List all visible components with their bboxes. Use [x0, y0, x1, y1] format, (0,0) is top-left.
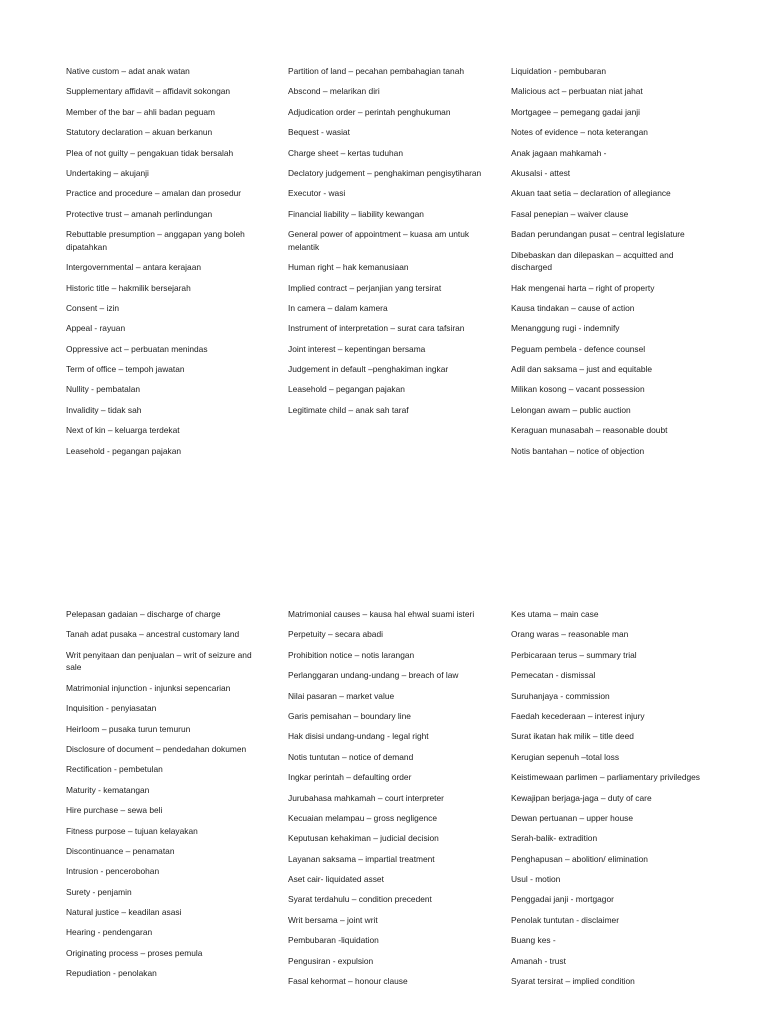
glossary-entry: Supplementary affidavit – affidavit sokongan — [66, 86, 231, 97]
glossary-entry: Joint interest – kepentingan bersama — [288, 343, 426, 354]
bottom-glossary-column-1 — [66, 608, 262, 988]
glossary-entry: Consent – izin — [66, 302, 120, 313]
glossary-entry: Executor - wasi — [288, 188, 346, 199]
glossary-entry: Fasal penepian – waiver clause — [511, 208, 629, 219]
glossary-entry: Perlanggaran undang-undang – breach of law — [288, 670, 459, 681]
glossary-entry: Hire purchase – sewa beli — [66, 805, 163, 816]
glossary-entry: Surat ikatan hak milik – title deed — [511, 731, 634, 742]
glossary-entry: Milikan kosong – vacant possession — [511, 384, 645, 395]
glossary-entry: Keistimewaan parlimen – parliamentary priviledges — [511, 772, 700, 783]
glossary-entry: Fitness purpose – tujuan kelayakan — [66, 825, 198, 836]
glossary-entry: Kewajipan berjaga-jaga – duty of care — [511, 792, 652, 803]
glossary-entry: Intrusion - pencerobohan — [66, 866, 160, 877]
glossary-entry: In camera – dalam kamera — [288, 302, 388, 313]
glossary-entry: Maturity - kematangan — [66, 784, 150, 795]
glossary-entry: Rectification - pembetulan — [66, 764, 163, 775]
glossary-entry: Garis pemisahan – boundary line — [288, 710, 411, 721]
glossary-entry: Penghapusan – abolition/ elimination — [511, 853, 648, 864]
glossary-entry: Serah-balik- extradition — [511, 833, 598, 844]
glossary-entry: Hak disisi undang-undang - legal right — [288, 731, 429, 742]
glossary-entry: Ingkar perintah – defaulting order — [288, 772, 412, 783]
glossary-entry: Surety - penjamin — [66, 886, 132, 897]
glossary-entry: Usul - motion — [511, 874, 561, 885]
glossary-entry: Dewan pertuanan – upper house — [511, 812, 633, 823]
glossary-entry: Implied contract – perjanjian yang tersirat — [288, 282, 442, 293]
glossary-entry: Adjudication order – perintah penghukuman — [288, 106, 451, 117]
glossary-entry: Inquisition - penyiasatan — [66, 703, 157, 714]
glossary-entry: Declatory judgement – penghakiman pengisytiharan — [288, 167, 482, 178]
glossary-entry: Bequest - wasiat — [288, 127, 350, 138]
glossary-entry: Undertaking – akujanji — [66, 167, 149, 178]
glossary-entry: Human right – hak kemanusiaan — [288, 262, 409, 273]
glossary-entry: Faedah kecederaan – interest injury — [511, 710, 645, 721]
glossary-entry: Jurubahasa mahkamah – court interpreter — [288, 792, 444, 803]
glossary-entry: Notis bantahan – notice of objection — [511, 445, 645, 456]
top-glossary-column-3 — [511, 65, 707, 465]
glossary-entry: Discontinuance – penamatan — [66, 845, 175, 856]
glossary-entry: Buang kes - — [511, 935, 556, 946]
glossary-entry: Historic title – hakmilik bersejarah — [66, 282, 191, 293]
glossary-entry: Plea of not guilty – pengakuan tidak bersalah — [66, 147, 234, 158]
glossary-entry: Disclosure of document – pendedahan dokumen — [66, 743, 247, 754]
glossary-entry: Pengusiran - expulsion — [288, 955, 374, 966]
glossary-entry: Judgement in default –penghakiman ingkar — [288, 364, 449, 375]
glossary-entry: Writ penyitaan dan penjualan – writ of seizure and sale — [66, 649, 252, 673]
bottom-glossary-column-2 — [288, 608, 484, 995]
glossary-entry: Legitimate child – anak sah taraf — [288, 404, 409, 415]
glossary-entry: Syarat terdahulu – condition precedent — [288, 894, 432, 905]
glossary-entry: Nilai pasaran – market value — [288, 690, 395, 701]
glossary-entry: Notis tuntutan – notice of demand — [288, 751, 414, 762]
glossary-entry: Anak jagaan mahkamah - — [511, 147, 607, 158]
glossary-entry: Mortgagee – pemegang gadai janji — [511, 106, 640, 117]
glossary-entry: Fasal kehormat – honour clause — [288, 976, 408, 987]
glossary-entry: Akusalsi - attest — [511, 167, 571, 178]
glossary-entry: Invalidity – tidak sah — [66, 404, 142, 415]
glossary-entry: Adil dan saksama – just and equitable — [511, 364, 653, 375]
glossary-entry: Suruhanjaya - commission — [511, 690, 610, 701]
glossary-entry: Statutory declaration – akuan berkanun — [66, 127, 213, 138]
glossary-entry: General power of appointment – kuasa am untuk melantik — [288, 229, 470, 252]
glossary-entry: Oppressive act – perbuatan menindas — [66, 343, 208, 354]
glossary-entry: Keputusan kehakiman – judicial decision — [288, 833, 439, 844]
glossary-entry: Hak mengenai harta – right of property — [511, 282, 655, 293]
glossary-entry: Term of office – tempoh jawatan — [66, 364, 185, 375]
bottom-glossary-column-3 — [511, 608, 707, 995]
glossary-entry: Next of kin – keluarga terdekat — [66, 425, 180, 436]
glossary-entry: Protective trust – amanah perlindungan — [66, 208, 213, 219]
glossary-entry: Syarat tersirat – implied condition — [511, 976, 635, 987]
glossary-entry: Practice and procedure – amalan dan prosedur — [66, 188, 242, 199]
glossary-entry: Intergovernmental – antara kerajaan — [66, 262, 202, 273]
glossary-entry: Amanah - trust — [511, 955, 566, 966]
glossary-entry: Dibebaskan dan dilepaskan – acquitted and discharged — [511, 249, 674, 273]
glossary-entry: Heirloom – pusaka turun temurun — [66, 723, 191, 734]
glossary-entry: Member of the bar – ahli badan peguam — [66, 106, 215, 117]
glossary-entry: Pemecatan - dismissal — [511, 670, 596, 681]
glossary-entry: Abscond – melarikan diri — [288, 86, 380, 97]
glossary-entry: Akuan taat setia – declaration of allegiance — [511, 188, 671, 199]
glossary-entry: Pelepasan gadaian – discharge of charge — [66, 609, 221, 619]
glossary-entry: Orang waras – reasonable man — [511, 629, 629, 640]
glossary-entry: Native custom – adat anak watan — [66, 66, 190, 76]
top-glossary-column-1 — [66, 65, 262, 465]
glossary-entry: Malicious act – perbuatan niat jahat — [511, 86, 643, 97]
glossary-entry: Lelongan awam – public auction — [511, 404, 631, 415]
glossary-entry: Kerugian sepenuh –total loss — [511, 751, 620, 762]
glossary-entry: Kes utama – main case — [511, 609, 599, 619]
glossary-entry: Rebuttable presumption – anggapan yang boleh dipatahkan — [66, 229, 245, 252]
glossary-entry: Instrument of interpretation – surat cara tafsiran — [288, 323, 465, 334]
glossary-entry: Menanggung rugi - indemnify — [511, 323, 620, 334]
glossary-entry: Repudiation - penolakan — [66, 968, 157, 979]
glossary-entry: Matrimonial causes – kausa hal ehwal suami isteri — [288, 609, 475, 619]
glossary-entry: Hearing - pendengaran — [66, 927, 153, 938]
glossary-entry: Penggadai janji - mortgagor — [511, 894, 614, 905]
glossary-entry: Leasehold – pegangan pajakan — [288, 384, 405, 395]
glossary-entry: Appeal - rayuan — [66, 323, 126, 334]
glossary-entry: Aset cair- liquidated asset — [288, 874, 384, 885]
glossary-entry: Nullity - pembatalan — [66, 384, 141, 395]
glossary-entry: Financial liability – liability kewangan — [288, 208, 424, 219]
glossary-entry: Writ bersama – joint writ — [288, 914, 378, 925]
glossary-entry: Perpetuity – secara abadi — [288, 629, 383, 640]
glossary-entry: Charge sheet – kertas tuduhan — [288, 147, 404, 158]
top-glossary-column-2 — [288, 65, 484, 424]
glossary-entry: Natural justice – keadilan asasi — [66, 907, 182, 918]
glossary-entry: Tanah adat pusaka – ancestral customary land — [66, 629, 240, 640]
glossary-entry: Pembubaran -liquidation — [288, 935, 379, 946]
glossary-entry: Partition of land – pecahan pembahagian tanah — [288, 66, 465, 76]
glossary-entry: Originating process – proses pemula — [66, 947, 203, 958]
glossary-entry: Notes of evidence – nota keterangan — [511, 127, 648, 138]
glossary-entry: Penolak tuntutan - disclaimer — [511, 914, 619, 925]
glossary-entry: Layanan saksama – impartial treatment — [288, 853, 435, 864]
glossary-entry: Liquidation - pembubaran — [511, 66, 606, 76]
glossary-entry: Kausa tindakan – cause of action — [511, 302, 635, 313]
glossary-entry: Leasehold - pegangan pajakan — [66, 445, 182, 456]
glossary-entry: Keraguan munasabah – reasonable doubt — [511, 425, 668, 436]
glossary-entry: Kecuaian melampau – gross negligence — [288, 812, 437, 823]
glossary-entry: Peguam pembela - defence counsel — [511, 343, 646, 354]
glossary-entry: Badan perundangan pusat – central legislature — [511, 229, 685, 240]
glossary-entry: Matrimonial injunction - injunksi sepencarian — [66, 682, 231, 693]
glossary-entry: Prohibition notice – notis larangan — [288, 649, 415, 660]
glossary-entry: Perbicaraan terus – summary trial — [511, 649, 637, 660]
